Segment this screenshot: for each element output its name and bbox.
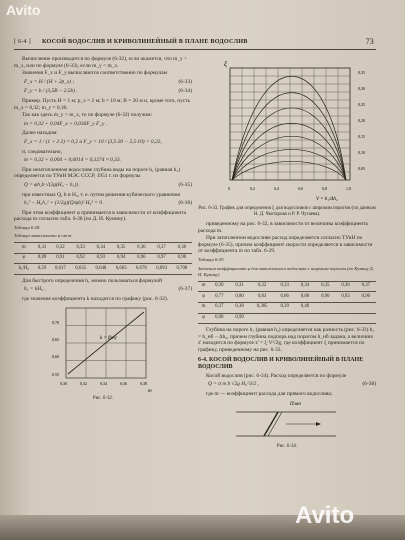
table-caption: Таблица 6-28 xyxy=(14,224,40,230)
x-tick: 0,6 xyxy=(298,186,303,191)
xi-curve xyxy=(232,76,346,180)
x-tick: 0,38 xyxy=(140,380,147,386)
y-axis-label: ξ xyxy=(224,60,227,68)
paragraph: При этом коэффициент φ принимается в зависимости от коэффициента расхода m согласно табл. 6-28 (по Д. И. Кумину). xyxy=(14,209,187,223)
x-tick: 0,34 xyxy=(100,380,107,386)
paragraph: Глубина на пороге h₁ (равная h₂) определяется как разность (рис. 6-33) h₁ = h_нб − Δh₂, причем глубина подпора над порогом h_нб задана, а величина z' находится по формуле z' = ξ·V²/2g, где коэффициент ξ принимается по графику, приведенному на рис. 6-33. xyxy=(198,327,375,353)
y-tick: 0,35 xyxy=(358,70,365,75)
paragraph: Далее находим: xyxy=(22,130,58,137)
x-tick: 0,8 xyxy=(322,186,327,191)
paragraph: где значение коэффициента k находится по графику (рис. 6-32). xyxy=(22,296,168,303)
fig33-curves xyxy=(232,76,346,180)
curve-label: k = f(m) xyxy=(100,335,117,341)
avito-watermark-bottom: Avito xyxy=(295,502,355,529)
table-row: m 0,37 0,38 0,385 0,39 0,40 xyxy=(198,302,376,313)
paragraph: Косой водослив (рис. 6-34). Расход определяется по формуле xyxy=(206,372,347,379)
plan-label: План xyxy=(290,402,301,408)
y-tick: 0,55 xyxy=(52,371,59,377)
x-axis-label: m xyxy=(148,388,152,394)
figure-6-32-chart xyxy=(48,304,158,396)
figure-6-32-caption: Рис. 6-32. xyxy=(92,395,114,401)
table-title: Значения коэффициента φ для затопленного водослива с широким порогом (по Кумину Д. И. Кумину) xyxy=(198,265,374,278)
table-6-29 xyxy=(198,281,376,324)
xi-curve xyxy=(232,161,346,180)
figure-6-34-caption: Рис. 6-34. xyxy=(276,444,298,450)
paragraph: Для быстрого определения h₁ можно пользоваться формулой xyxy=(22,277,162,284)
figure-6-33-chart xyxy=(198,56,376,206)
equation: Q = σ m b √2g H₀^3/2 , (6-38) xyxy=(208,381,376,388)
equation: m = 0,32 + 0,004 + 0,0014 = 0,3274 ≈ 0,33. xyxy=(24,157,121,164)
y-tick: 0,70 xyxy=(52,319,59,325)
y-tick: 0,60 xyxy=(52,353,59,359)
x-tick: 0,30 xyxy=(60,380,67,386)
figure-6-33-caption: Рис. 6-33. График для определения ξ для водосливов с широким порогом (по данным Н. Д. Чкотарова и Р. Р. Чугаева). xyxy=(198,206,376,217)
paragraph: При затопленном водосливе расход определяется согласно ТУиН по формуле (6-35), причем коэффициент скорости определяется в зависимости от коэффициента m по табл. 6-29. xyxy=(198,235,373,255)
equation: h₁³ − H₀h₁² + (1/2g)(Q/φb)² H₀³ = 0 . (6-36) xyxy=(24,200,192,207)
equation: Q = φh₁b √(2g(H₀ − h₁)) . (6-35) xyxy=(24,181,192,188)
equation: F_x = 1 / (1 + 2·2) = 0,2 и F_y = 10 / (3,5·20 − 2,5·10) = 0,22, xyxy=(24,138,162,145)
paragraph: Так как здесь m_y > m_x, то по формуле (6-32) получим: xyxy=(22,112,153,119)
y-tick: 0,15 xyxy=(358,134,365,139)
paragraph: Пример. Пусть H = 1 м; p_x = 2 м; b = 10 м; B = 20 м и, кроме того, пусть m_x = 0,32; m_y = 0,36. xyxy=(14,97,190,111)
y-tick: 0,20 xyxy=(358,118,365,123)
page-number: 73 xyxy=(365,37,374,46)
left-column xyxy=(14,56,192,402)
x-tick: 0,2 xyxy=(250,186,255,191)
paragraph: Значения F_x и F_y вычисляются соответственно по формулам xyxy=(22,70,168,77)
xi-curve xyxy=(232,136,346,180)
avito-watermark-top: Avito xyxy=(6,2,41,18)
right-column xyxy=(198,56,376,450)
table-row: h₁/H₀ 0,59 0,617 0,635 0,648 0,663 0,678 0,693 0,708 xyxy=(14,264,192,275)
y-tick: 0,25 xyxy=(358,102,365,107)
paragraph: приведенному на рис. 6-32, в зависимости от величины коэффициента расхода m. xyxy=(198,221,368,234)
y-tick: 0,05 xyxy=(358,166,365,171)
xi-curve xyxy=(232,149,346,180)
equation: F_y = b / (3,5B − 2,5b) . (6-34) xyxy=(24,88,192,95)
equation: F_x = H / (H + 2p_x) ; (6-33) xyxy=(24,78,192,85)
x-tick: 0,32 xyxy=(80,380,87,386)
equation: h₁ = kH₀ , (6-37) xyxy=(24,286,192,293)
table-row: m 0,31 0,32 0,33 0,34 0,35 0,36 0,37 0,38 xyxy=(14,243,192,254)
paragraph: при известных Q, b и H₀, т. е. путем решения кубического уравнения xyxy=(22,191,180,198)
section-heading: 6-4. КОСОЙ ВОДОСЛИВ И КРИВОЛИНЕЙНЫЙ В ПЛАНЕ ВОДОСЛИВ xyxy=(198,356,364,370)
table-caption: Таблица 6-29 xyxy=(198,256,224,262)
paragraph: Вычисление производится по формуле (6-32), если окажется, что m_y > m_x, или по формуле (6-33), если m_y < m_x. xyxy=(14,56,188,69)
x-tick: 0,4 xyxy=(274,186,279,191)
paragraph: При незатопленном водосливе глубина воды на пороге h₁ (равная h₂) определяется по ТУиН МЭС СССР, 1951 г. из формулы xyxy=(14,166,181,180)
paragraph: и, следовательно, xyxy=(22,148,62,155)
table-6-28 xyxy=(14,242,192,275)
figure-6-34-diagram xyxy=(226,398,346,444)
xi-curve xyxy=(232,123,346,180)
header-rule xyxy=(14,49,376,50)
table-row: φ 0,89 0,91 0,92 0,93 0,94 0,96 0,97 0,98 xyxy=(14,253,192,264)
table-row: φ 0,98 0,99 xyxy=(198,313,376,324)
y-tick: 0,10 xyxy=(358,150,365,155)
table-title: Таблица зависимости φ от m xyxy=(14,233,72,239)
table-row: φ 0,77 0,80 0,83 0,86 0,88 0,90 0,93 0,96 xyxy=(198,292,376,303)
header-title: КОСОЙ ВОДОСЛИВ И КРИВОЛИНЕЙНЫЙ В ПЛАНЕ ВОДОСЛИВ xyxy=(42,38,248,45)
x-tick: 0,36 xyxy=(120,380,127,386)
table-row: m 0,30 0,31 0,32 0,33 0,34 0,35 0,36 0,37 xyxy=(198,281,376,292)
y-tick: 0,65 xyxy=(52,336,59,342)
x-axis-label: V = h₁/Δh₂ xyxy=(316,197,338,202)
section-number: [ 6-4 ] xyxy=(14,38,31,45)
paragraph: где m — коэффициент расхода для прямого водослива; xyxy=(206,390,333,397)
x-tick: 0 xyxy=(228,186,230,191)
y-tick: 0,30 xyxy=(358,86,365,91)
equation: m = 0,32 + 0,04F_x + 0,036F_y F_y . xyxy=(24,120,108,127)
x-tick: 1,0 xyxy=(346,186,351,191)
